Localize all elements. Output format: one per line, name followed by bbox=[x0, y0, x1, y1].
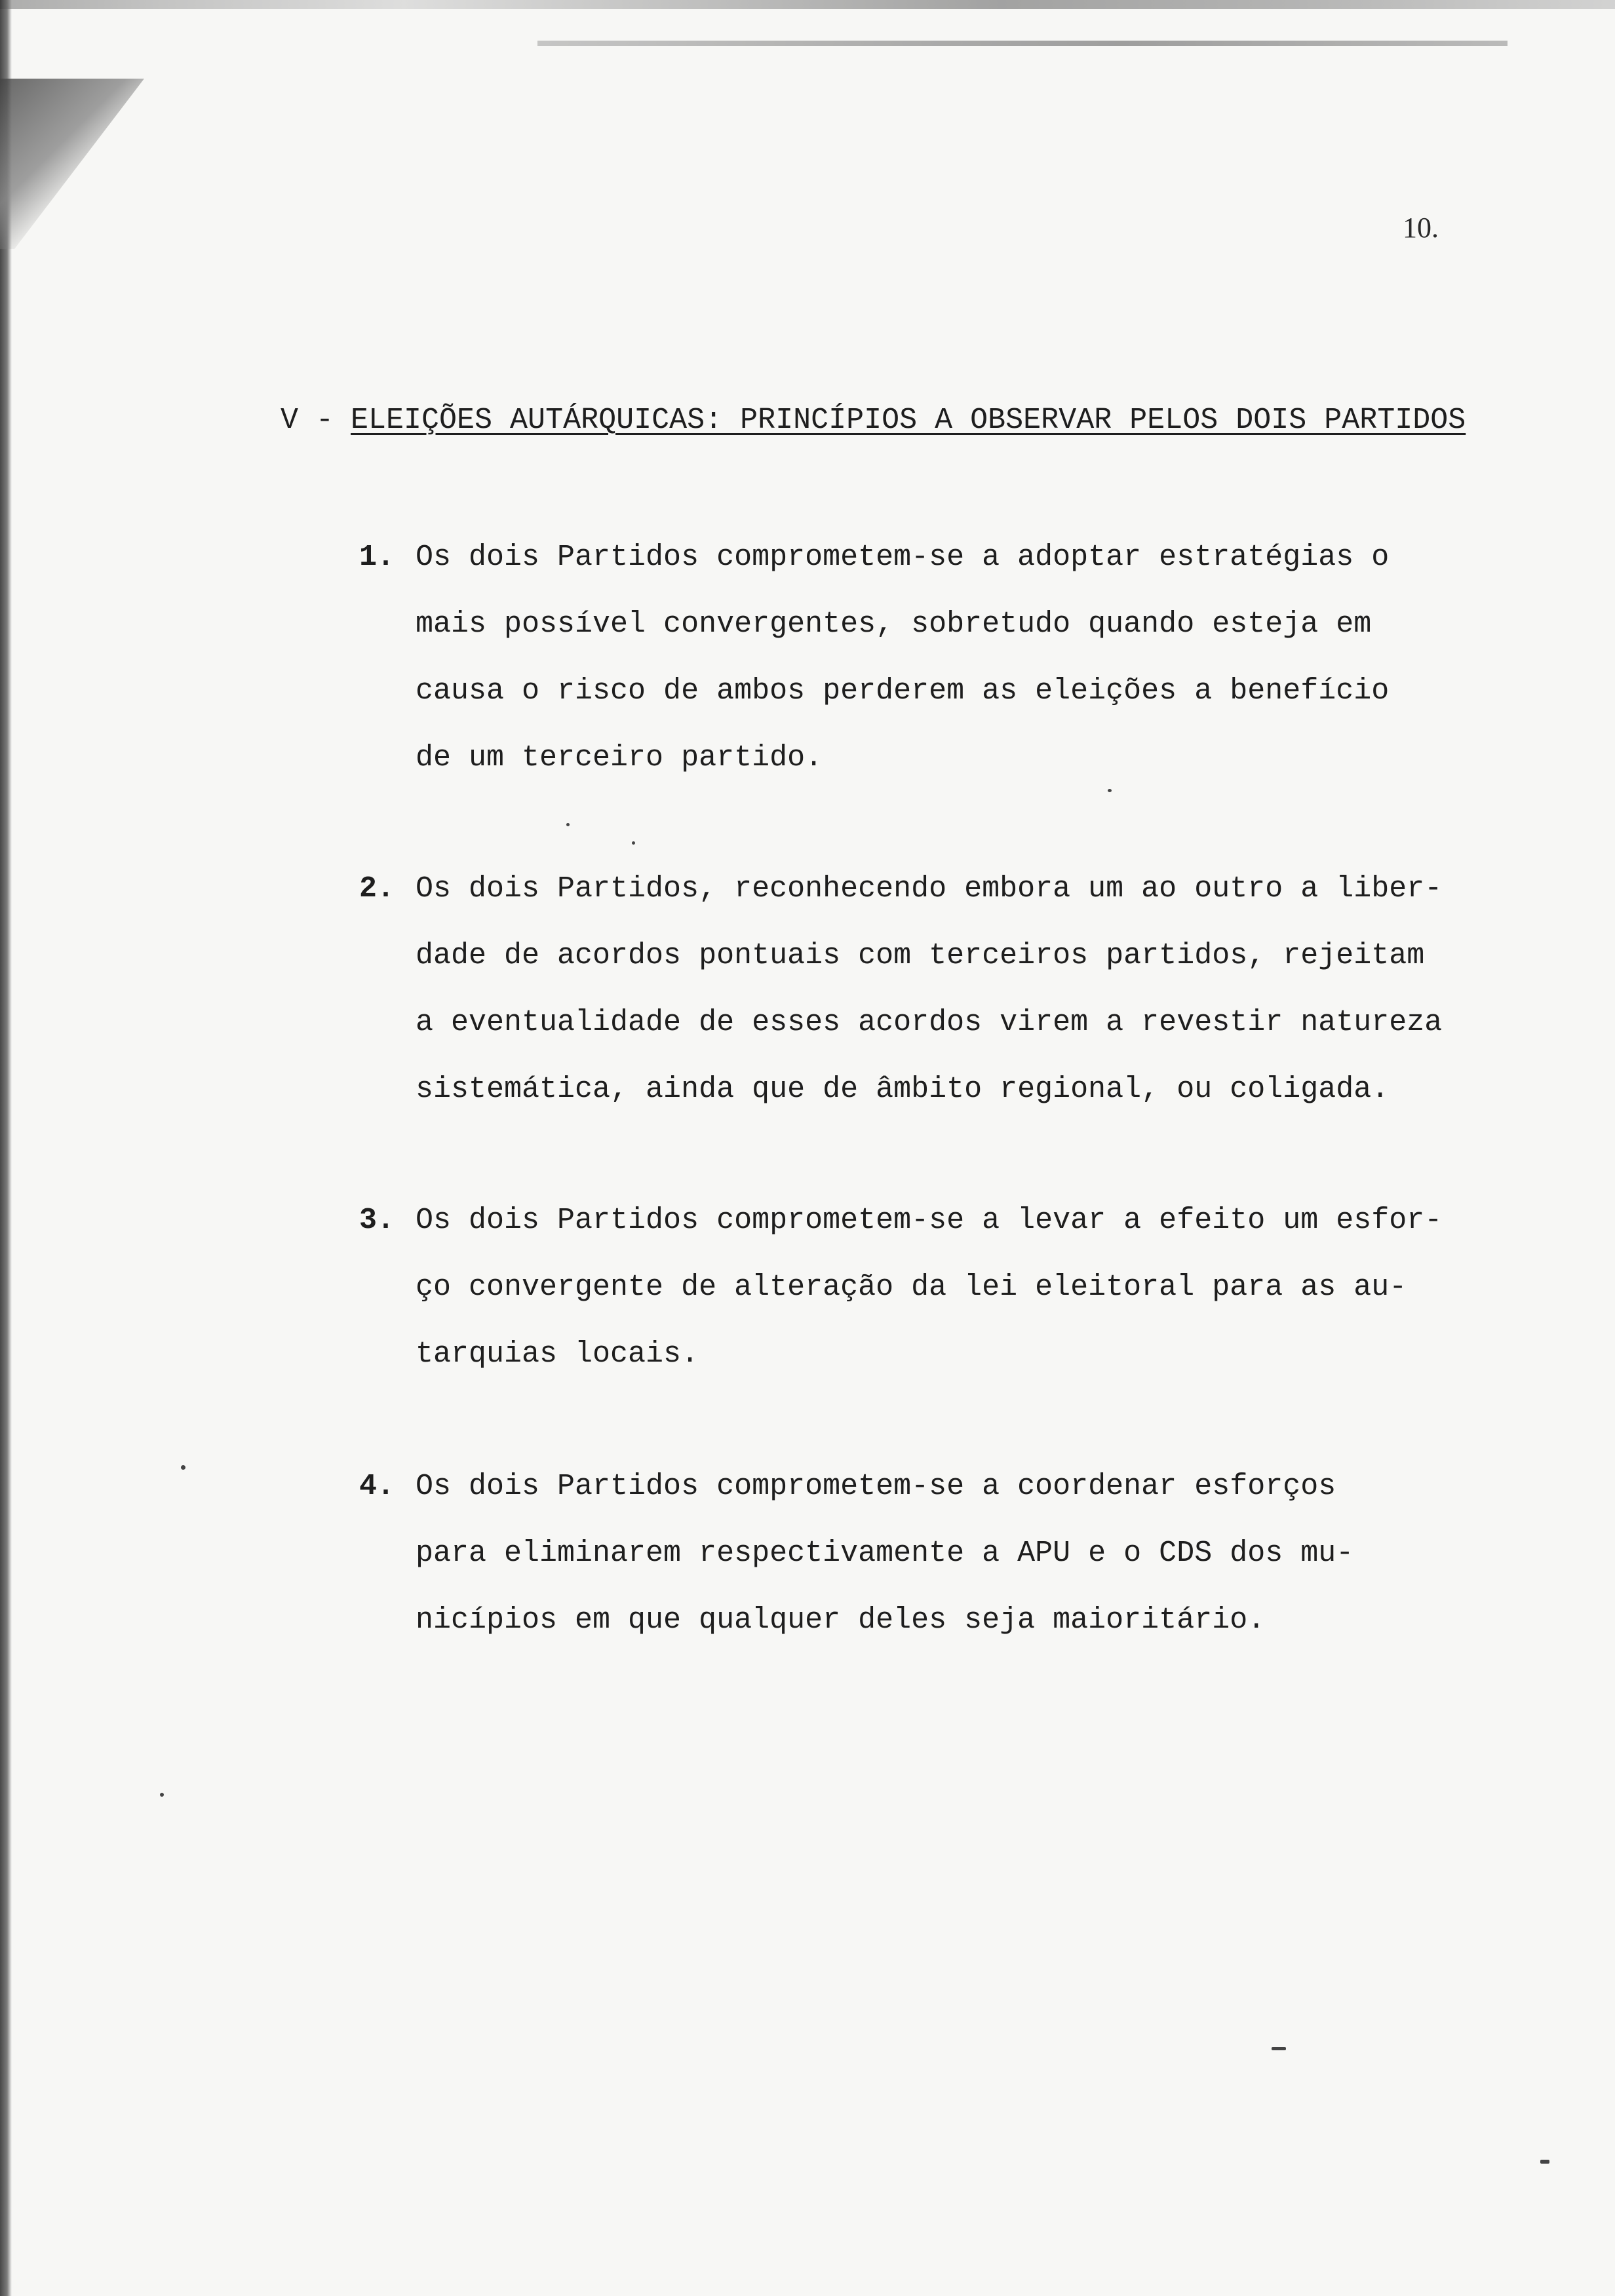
item-line: sistemática, ainda que de âmbito regional, ou coligada. bbox=[416, 1073, 1390, 1106]
section-numeral: V - bbox=[281, 404, 334, 437]
scan-speck bbox=[1108, 789, 1112, 792]
scan-corner-shadow bbox=[0, 79, 144, 249]
item-number: 4. bbox=[359, 1470, 395, 1503]
list-item bbox=[359, 1187, 1442, 1388]
scan-speck bbox=[1272, 2047, 1286, 2050]
item-number: 1. bbox=[359, 541, 395, 574]
scan-speck bbox=[566, 823, 570, 826]
scan-speck bbox=[181, 1465, 185, 1470]
scan-speck bbox=[160, 1793, 164, 1797]
item-number: 2. bbox=[359, 872, 395, 906]
item-line: Os dois Partidos comprometem-se a adoptar estratégias o bbox=[416, 541, 1390, 574]
section-title: ELEIÇÕES AUTÁRQUICAS: PRINCÍPIOS A OBSERVAR PELOS DOIS PARTIDOS bbox=[351, 404, 1466, 437]
section-heading bbox=[281, 404, 1565, 437]
item-line: nicípios em que qualquer deles seja maioritário. bbox=[416, 1603, 1266, 1637]
scan-speck bbox=[632, 841, 635, 845]
item-line: Os dois Partidos, reconhecendo embora um ao outro a liber- bbox=[416, 872, 1443, 906]
item-line: de um terceiro partido. bbox=[416, 741, 823, 775]
list-item bbox=[359, 524, 1389, 792]
item-line: mais possível convergentes, sobretudo quando esteja em bbox=[416, 607, 1372, 641]
item-line: Os dois Partidos comprometem-se a coordenar esforços bbox=[416, 1470, 1336, 1503]
scan-speck bbox=[1540, 2160, 1549, 2164]
page-number: 10. bbox=[1403, 212, 1439, 244]
list-item bbox=[359, 1453, 1353, 1654]
scan-left-edge bbox=[0, 0, 12, 2296]
item-line: Os dois Partidos comprometem-se a levar a efeito um esfor- bbox=[416, 1204, 1443, 1237]
scan-top-line bbox=[537, 41, 1508, 46]
list-item bbox=[359, 856, 1442, 1123]
item-line: dade de acordos pontuais com terceiros partidos, rejeitam bbox=[416, 939, 1425, 972]
item-line: causa o risco de ambos perderem as eleições a benefício bbox=[416, 674, 1390, 708]
scan-top-edge bbox=[0, 0, 1615, 9]
item-line: ço convergente de alteração da lei eleitoral para as au- bbox=[416, 1271, 1407, 1304]
item-line: tarquias locais. bbox=[416, 1337, 699, 1371]
item-number: 3. bbox=[359, 1204, 395, 1237]
item-line: a eventualidade de esses acordos virem a revestir natureza bbox=[416, 1006, 1443, 1039]
item-line: para eliminarem respectivamente a APU e o CDS dos mu- bbox=[416, 1537, 1354, 1570]
